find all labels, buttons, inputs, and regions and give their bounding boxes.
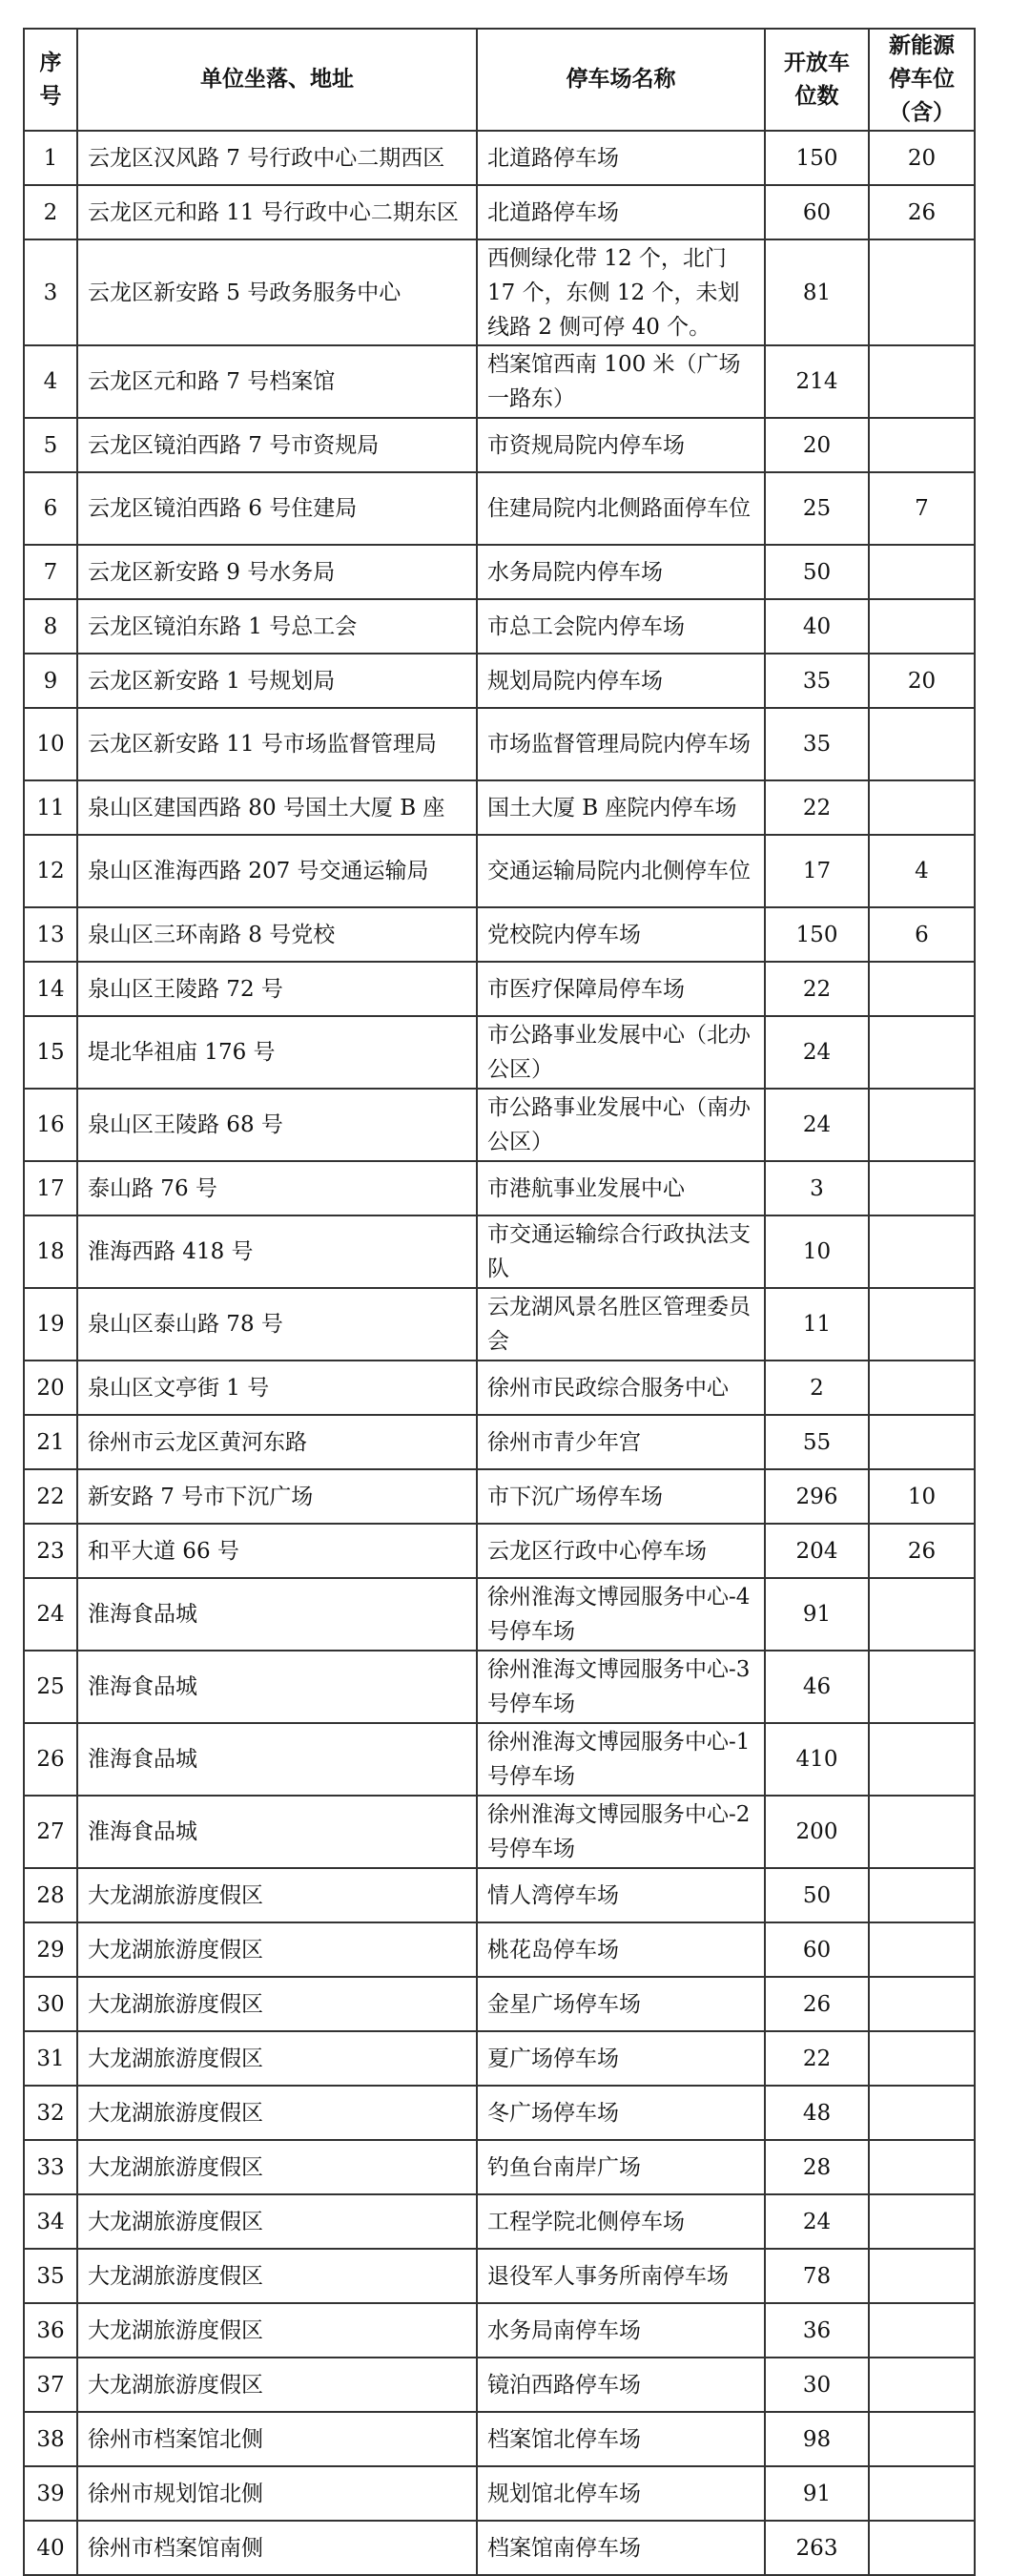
cell-open-spaces: 150 [765,907,869,962]
cell-open-spaces: 81 [765,239,869,345]
cell-parking-name: 市下沉广场停车场 [477,1469,765,1524]
cell-index: 30 [24,1977,77,2031]
table-row [24,418,975,472]
cell-address: 大龙湖旅游度假区 [77,2194,477,2249]
table-row [24,1796,975,1868]
cell-index: 35 [24,2249,77,2303]
cell-ev-spaces [869,2358,975,2412]
cell-parking-name: 北道路停车场 [477,131,765,185]
cell-address: 徐州市规划馆北侧 [77,2466,477,2521]
cell-index: 28 [24,1868,77,1922]
cell-index: 12 [24,835,77,907]
cell-address: 泉山区泰山路 78 号 [77,1288,477,1361]
cell-index: 21 [24,1415,77,1469]
cell-parking-name: 云龙区行政中心停车场 [477,1524,765,1578]
table-row [24,1161,975,1215]
table-row [24,2140,975,2194]
cell-address: 云龙区新安路 11 号市场监督管理局 [77,708,477,780]
cell-open-spaces: 50 [765,545,869,599]
cell-parking-name: 北道路停车场 [477,185,765,239]
cell-parking-name: 水务局南停车场 [477,2303,765,2358]
cell-index: 11 [24,780,77,835]
cell-open-spaces: 11 [765,1288,869,1361]
cell-parking-name: 住建局院内北侧路面停车位 [477,472,765,545]
cell-ev-spaces [869,1796,975,1868]
header-index: 序号 [24,29,77,131]
cell-open-spaces: 22 [765,780,869,835]
cell-address: 泉山区建国西路 80 号国土大厦 B 座 [77,780,477,835]
cell-parking-name: 徐州淮海文博园服务中心-4 号停车场 [477,1578,765,1651]
table-row [24,1723,975,1796]
cell-index: 24 [24,1578,77,1651]
parking-table [23,28,976,2576]
cell-ev-spaces [869,1215,975,1288]
cell-ev-spaces [869,2031,975,2086]
cell-address: 云龙区元和路 7 号档案馆 [77,345,477,418]
cell-parking-name: 夏广场停车场 [477,2031,765,2086]
cell-parking-name: 桃花岛停车场 [477,1922,765,1977]
cell-index: 25 [24,1651,77,1723]
cell-open-spaces: 50 [765,1868,869,1922]
table-row [24,1524,975,1578]
cell-open-spaces: 2 [765,1361,869,1415]
cell-ev-spaces [869,2249,975,2303]
parking-table-container [23,28,976,2576]
table-body [24,131,975,2575]
cell-address: 徐州市云龙区黄河东路 [77,1415,477,1469]
cell-index: 23 [24,1524,77,1578]
cell-open-spaces: 263 [765,2521,869,2575]
cell-ev-spaces [869,1089,975,1161]
header-address: 单位坐落、地址 [77,29,477,131]
cell-address: 云龙区新安路 1 号规划局 [77,654,477,708]
cell-open-spaces: 91 [765,1578,869,1651]
table-row [24,1288,975,1361]
table-row [24,1578,975,1651]
cell-parking-name: 西侧绿化带 12 个，北门 17 个，东侧 12 个，未划线路 2 侧可停 40 个。 [477,239,765,345]
cell-address: 淮海西路 418 号 [77,1215,477,1288]
table-row [24,1469,975,1524]
cell-ev-spaces: 20 [869,654,975,708]
table-row [24,654,975,708]
cell-address: 淮海食品城 [77,1578,477,1651]
table-row [24,2086,975,2140]
cell-open-spaces: 20 [765,418,869,472]
table-row [24,599,975,654]
table-row [24,131,975,185]
cell-index: 16 [24,1089,77,1161]
cell-index: 15 [24,1016,77,1089]
cell-open-spaces: 200 [765,1796,869,1868]
table-row [24,962,975,1016]
cell-index: 34 [24,2194,77,2249]
cell-ev-spaces [869,2086,975,2140]
cell-address: 云龙区镜泊东路 1 号总工会 [77,599,477,654]
cell-parking-name: 市资规局院内停车场 [477,418,765,472]
cell-index: 38 [24,2412,77,2466]
cell-open-spaces: 30 [765,2358,869,2412]
cell-index: 36 [24,2303,77,2358]
cell-parking-name: 徐州淮海文博园服务中心-3 号停车场 [477,1651,765,1723]
cell-parking-name: 档案馆北停车场 [477,2412,765,2466]
cell-open-spaces: 296 [765,1469,869,1524]
cell-address: 大龙湖旅游度假区 [77,2140,477,2194]
cell-ev-spaces [869,345,975,418]
cell-ev-spaces [869,1016,975,1089]
cell-parking-name: 市港航事业发展中心 [477,1161,765,1215]
cell-address: 堤北华祖庙 176 号 [77,1016,477,1089]
cell-ev-spaces [869,1578,975,1651]
header-ev-spaces: 新能源停车位（含） [869,29,975,131]
cell-address: 大龙湖旅游度假区 [77,2358,477,2412]
cell-index: 2 [24,185,77,239]
cell-index: 40 [24,2521,77,2575]
cell-ev-spaces [869,1868,975,1922]
cell-open-spaces: 150 [765,131,869,185]
cell-parking-name: 云龙湖风景名胜区管理委员会 [477,1288,765,1361]
cell-open-spaces: 24 [765,1089,869,1161]
cell-index: 33 [24,2140,77,2194]
cell-ev-spaces [869,545,975,599]
cell-ev-spaces [869,2466,975,2521]
cell-parking-name: 市总工会院内停车场 [477,599,765,654]
cell-address: 云龙区新安路 9 号水务局 [77,545,477,599]
cell-open-spaces: 24 [765,2194,869,2249]
cell-open-spaces: 214 [765,345,869,418]
cell-index: 37 [24,2358,77,2412]
cell-ev-spaces [869,1361,975,1415]
cell-address: 泉山区文亭街 1 号 [77,1361,477,1415]
cell-address: 云龙区镜泊西路 7 号市资规局 [77,418,477,472]
cell-address: 云龙区镜泊西路 6 号住建局 [77,472,477,545]
table-row [24,1977,975,2031]
cell-index: 32 [24,2086,77,2140]
cell-open-spaces: 22 [765,2031,869,2086]
cell-index: 14 [24,962,77,1016]
table-row [24,1651,975,1723]
cell-index: 8 [24,599,77,654]
cell-address: 大龙湖旅游度假区 [77,2249,477,2303]
cell-parking-name: 规划馆北停车场 [477,2466,765,2521]
cell-ev-spaces [869,239,975,345]
cell-open-spaces: 22 [765,962,869,1016]
cell-ev-spaces [869,962,975,1016]
cell-parking-name: 冬广场停车场 [477,2086,765,2140]
cell-parking-name: 水务局院内停车场 [477,545,765,599]
cell-ev-spaces [869,1161,975,1215]
cell-open-spaces: 35 [765,654,869,708]
cell-open-spaces: 40 [765,599,869,654]
cell-parking-name: 交通运输局院内北侧停车位 [477,835,765,907]
cell-address: 大龙湖旅游度假区 [77,2086,477,2140]
cell-open-spaces: 3 [765,1161,869,1215]
cell-open-spaces: 25 [765,472,869,545]
cell-open-spaces: 35 [765,708,869,780]
cell-open-spaces: 10 [765,1215,869,1288]
cell-ev-spaces [869,2303,975,2358]
cell-ev-spaces [869,1651,975,1723]
cell-parking-name: 党校院内停车场 [477,907,765,962]
cell-ev-spaces [869,780,975,835]
cell-index: 7 [24,545,77,599]
cell-ev-spaces: 20 [869,131,975,185]
header-parking-name: 停车场名称 [477,29,765,131]
cell-address: 和平大道 66 号 [77,1524,477,1578]
cell-index: 19 [24,1288,77,1361]
cell-parking-name: 徐州淮海文博园服务中心-2 号停车场 [477,1796,765,1868]
cell-address: 淮海食品城 [77,1651,477,1723]
cell-open-spaces: 91 [765,2466,869,2521]
cell-index: 5 [24,418,77,472]
table-row [24,472,975,545]
table-row [24,1868,975,1922]
cell-parking-name: 档案馆西南 100 米（广场一路东） [477,345,765,418]
cell-open-spaces: 60 [765,1922,869,1977]
cell-index: 18 [24,1215,77,1288]
table-row [24,345,975,418]
cell-parking-name: 市场监督管理局院内停车场 [477,708,765,780]
cell-address: 云龙区新安路 5 号政务服务中心 [77,239,477,345]
cell-address: 泉山区王陵路 68 号 [77,1089,477,1161]
table-row [24,2521,975,2575]
table-row [24,1922,975,1977]
table-row [24,239,975,345]
cell-parking-name: 退役军人事务所南停车场 [477,2249,765,2303]
cell-open-spaces: 55 [765,1415,869,1469]
cell-parking-name: 情人湾停车场 [477,1868,765,1922]
cell-index: 31 [24,2031,77,2086]
table-row [24,780,975,835]
cell-index: 1 [24,131,77,185]
cell-ev-spaces: 6 [869,907,975,962]
cell-parking-name: 金星广场停车场 [477,1977,765,2031]
cell-open-spaces: 24 [765,1016,869,1089]
cell-parking-name: 市交通运输综合行政执法支队 [477,1215,765,1288]
cell-ev-spaces [869,1922,975,1977]
cell-index: 22 [24,1469,77,1524]
cell-ev-spaces: 4 [869,835,975,907]
cell-parking-name: 钓鱼台南岸广场 [477,2140,765,2194]
cell-open-spaces: 98 [765,2412,869,2466]
cell-ev-spaces [869,2194,975,2249]
cell-index: 27 [24,1796,77,1868]
cell-parking-name: 国土大厦 B 座院内停车场 [477,780,765,835]
table-row [24,2466,975,2521]
cell-address: 云龙区元和路 11 号行政中心二期东区 [77,185,477,239]
table-row [24,2358,975,2412]
cell-parking-name: 市医疗保障局停车场 [477,962,765,1016]
cell-open-spaces: 204 [765,1524,869,1578]
table-row [24,1016,975,1089]
table-row [24,2194,975,2249]
cell-ev-spaces [869,2412,975,2466]
cell-ev-spaces [869,1288,975,1361]
table-row [24,1215,975,1288]
cell-index: 9 [24,654,77,708]
table-row [24,1415,975,1469]
cell-open-spaces: 36 [765,2303,869,2358]
cell-address: 新安路 7 号市下沉广场 [77,1469,477,1524]
header-row [24,29,975,131]
cell-parking-name: 徐州市民政综合服务中心 [477,1361,765,1415]
cell-index: 3 [24,239,77,345]
table-row [24,708,975,780]
cell-parking-name: 工程学院北侧停车场 [477,2194,765,2249]
cell-index: 6 [24,472,77,545]
table-row [24,1089,975,1161]
cell-address: 泉山区王陵路 72 号 [77,962,477,1016]
cell-ev-spaces [869,418,975,472]
cell-open-spaces: 17 [765,835,869,907]
cell-address: 徐州市档案馆南侧 [77,2521,477,2575]
cell-address: 大龙湖旅游度假区 [77,2031,477,2086]
table-row [24,835,975,907]
table-row [24,545,975,599]
cell-parking-name: 市公路事业发展中心（南办公区） [477,1089,765,1161]
cell-index: 26 [24,1723,77,1796]
cell-address: 泉山区淮海西路 207 号交通运输局 [77,835,477,907]
cell-open-spaces: 48 [765,2086,869,2140]
cell-parking-name: 镜泊西路停车场 [477,2358,765,2412]
cell-address: 徐州市档案馆北侧 [77,2412,477,2466]
cell-address: 大龙湖旅游度假区 [77,1977,477,2031]
cell-open-spaces: 46 [765,1651,869,1723]
cell-open-spaces: 78 [765,2249,869,2303]
cell-ev-spaces: 26 [869,185,975,239]
cell-index: 20 [24,1361,77,1415]
table-row [24,2412,975,2466]
table-row [24,185,975,239]
cell-parking-name: 市公路事业发展中心（北办公区） [477,1016,765,1089]
table-row [24,2303,975,2358]
cell-address: 泉山区三环南路 8 号党校 [77,907,477,962]
cell-address: 大龙湖旅游度假区 [77,1922,477,1977]
cell-address: 云龙区汉风路 7 号行政中心二期西区 [77,131,477,185]
cell-parking-name: 规划局院内停车场 [477,654,765,708]
cell-ev-spaces [869,708,975,780]
cell-index: 13 [24,907,77,962]
cell-ev-spaces [869,1723,975,1796]
table-row [24,1361,975,1415]
cell-index: 10 [24,708,77,780]
cell-address: 泰山路 76 号 [77,1161,477,1215]
cell-address: 淮海食品城 [77,1796,477,1868]
cell-index: 29 [24,1922,77,1977]
cell-parking-name: 档案馆南停车场 [477,2521,765,2575]
header-open-spaces: 开放车位数 [765,29,869,131]
cell-ev-spaces [869,1415,975,1469]
cell-open-spaces: 26 [765,1977,869,2031]
cell-ev-spaces [869,599,975,654]
cell-address: 大龙湖旅游度假区 [77,1868,477,1922]
cell-open-spaces: 28 [765,2140,869,2194]
cell-address: 淮海食品城 [77,1723,477,1796]
cell-ev-spaces: 7 [869,472,975,545]
cell-parking-name: 徐州市青少年宫 [477,1415,765,1469]
cell-index: 4 [24,345,77,418]
cell-parking-name: 徐州淮海文博园服务中心-1 号停车场 [477,1723,765,1796]
table-row [24,907,975,962]
cell-ev-spaces: 10 [869,1469,975,1524]
table-row [24,2249,975,2303]
cell-address: 大龙湖旅游度假区 [77,2303,477,2358]
cell-index: 39 [24,2466,77,2521]
table-row [24,2031,975,2086]
cell-ev-spaces: 26 [869,1524,975,1578]
cell-index: 17 [24,1161,77,1215]
cell-ev-spaces [869,1977,975,2031]
cell-ev-spaces [869,2521,975,2575]
cell-open-spaces: 60 [765,185,869,239]
cell-ev-spaces [869,2140,975,2194]
cell-open-spaces: 410 [765,1723,869,1796]
